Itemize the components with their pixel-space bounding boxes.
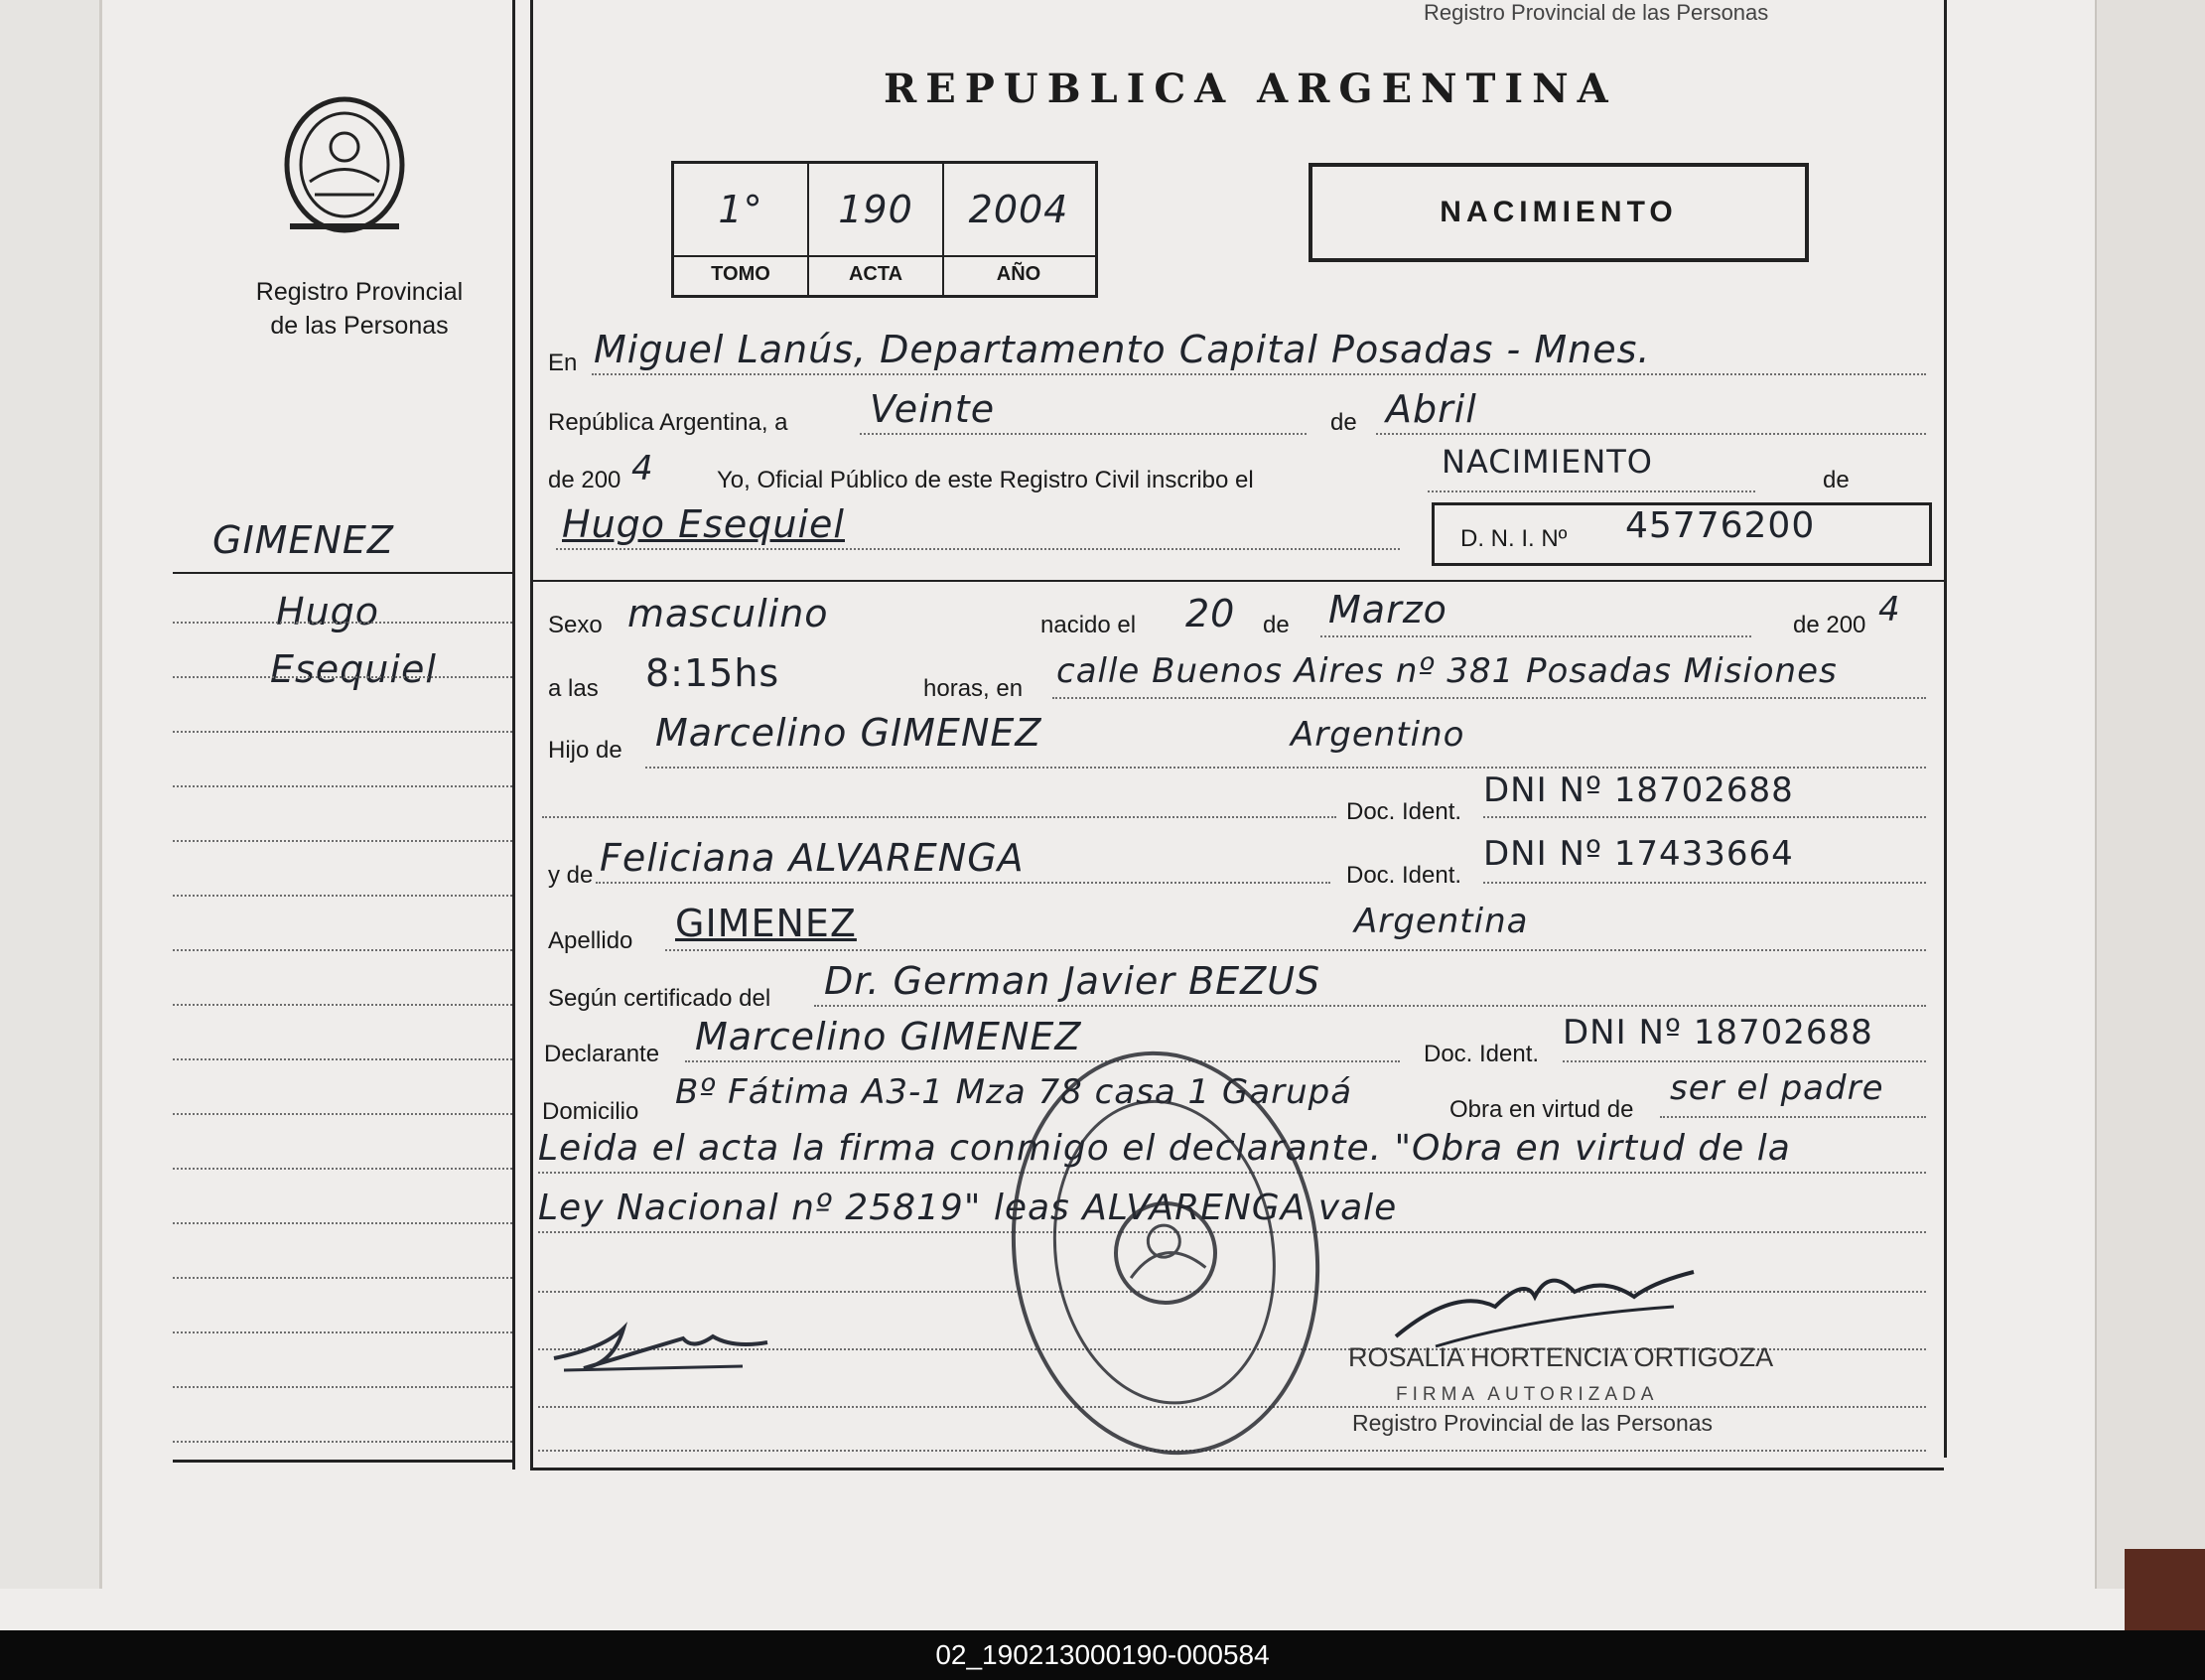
margin-rule-line xyxy=(173,1441,512,1443)
dni-value: 45776200 xyxy=(1625,505,1816,546)
left-agency-line1: Registro Provincial xyxy=(255,278,464,306)
fill-line xyxy=(556,548,1400,550)
father-nationality: Argentino xyxy=(1291,715,1465,755)
fill-line xyxy=(596,882,1330,884)
margin-rule-line xyxy=(173,731,512,733)
nacido-label: nacido el xyxy=(1040,612,1137,638)
de2-label: de xyxy=(1823,467,1850,493)
domicilio-value: Bº Fátima A3-1 Mza 78 casa 1 Garupá xyxy=(675,1072,1353,1112)
record-type-box: NACIMIENTO xyxy=(1309,163,1809,262)
declarante-label: Declarante xyxy=(544,1041,660,1067)
obra-label: Obra en virtud de xyxy=(1449,1096,1634,1123)
margin-rule-line xyxy=(173,676,512,678)
fill-line xyxy=(1052,697,1926,699)
margin-rule-line xyxy=(173,1331,512,1333)
margin-surname: GIMENEZ xyxy=(212,518,394,562)
coat-of-arms-icon xyxy=(270,87,419,244)
right-page-edge xyxy=(2095,0,2205,1589)
horas-label: horas, en xyxy=(923,675,1024,702)
note-line1: Leida el acta la firma conmigo el declarante. "Obra en virtud de la xyxy=(538,1128,1791,1169)
birth-month: Marzo xyxy=(1328,588,1447,631)
acta-label: ACTA xyxy=(848,263,903,285)
father-doc-label: Doc. Ident. xyxy=(1346,798,1462,825)
section-rule xyxy=(530,580,1944,582)
margin-rule-line xyxy=(173,785,512,787)
sexo-value: masculino xyxy=(627,592,829,635)
margin-rule-line xyxy=(173,1113,512,1115)
margin-rule-line xyxy=(173,1386,512,1388)
child-name: Hugo Esequiel xyxy=(562,502,845,546)
official-name: ROSALIA HORTENCIA ORTIGOZA xyxy=(1348,1342,1774,1372)
en-value: Miguel Lanús, Departamento Capital Posadas - Mnes. xyxy=(594,328,1651,371)
margin-first-name: Hugo xyxy=(276,590,380,633)
hijo-label: Hijo de xyxy=(548,737,622,764)
year-digit: 4 xyxy=(631,449,654,489)
father-doc: DNI Nº 18702688 xyxy=(1483,770,1794,810)
segun-label: Según certificado del xyxy=(548,985,771,1012)
signature-agency: Registro Provincial de las Personas xyxy=(1352,1410,1714,1436)
father-value: Marcelino GIMENEZ xyxy=(655,711,1042,755)
footer-id: 02_190213000190-000584 xyxy=(0,1630,2205,1680)
hora-value: 8:15hs xyxy=(645,651,780,695)
margin-rule-line xyxy=(173,1277,512,1279)
mother-value: Feliciana ALVARENGA xyxy=(600,836,1025,880)
domicilio-label: Domicilio xyxy=(542,1098,639,1125)
lugar-value: calle Buenos Aires nº 381 Posadas Misiones xyxy=(1056,651,1838,691)
declarant-signature-icon xyxy=(544,1309,782,1378)
margin-rule-line xyxy=(173,949,512,951)
note-line2: Ley Nacional nº 25819" leas ALVARENGA vale xyxy=(538,1188,1398,1228)
fill-line xyxy=(1320,635,1751,637)
left-page-edge xyxy=(0,0,102,1589)
inscribo-value: NACIMIENTO xyxy=(1442,443,1653,481)
sexo-label: Sexo xyxy=(548,612,603,638)
apellido-value: GIMENEZ xyxy=(675,902,857,945)
margin-rule-line xyxy=(173,1004,512,1006)
birth-day: 20 xyxy=(1185,592,1236,635)
mother-doc: DNI Nº 17433664 xyxy=(1483,834,1794,874)
obra-value: ser el padre xyxy=(1670,1068,1884,1108)
fill-line xyxy=(645,767,1926,769)
fill-line xyxy=(1483,816,1926,818)
margin-rule-line xyxy=(173,1222,512,1224)
box-divider xyxy=(674,255,1095,257)
margin-rule-line xyxy=(173,1058,512,1060)
month-value: Abril xyxy=(1386,387,1477,431)
acta-value: 190 xyxy=(838,188,913,231)
segun-value: Dr. German Javier BEZUS xyxy=(824,959,1321,1003)
yo-text: Yo, Oficial Público de este Registro Civil inscribo el xyxy=(717,467,1254,493)
tomo-value: 1° xyxy=(718,188,763,231)
background-corner xyxy=(2125,1549,2205,1630)
en-label: En xyxy=(548,350,578,376)
record-number-box xyxy=(671,161,1098,298)
margin-rule-line xyxy=(173,895,512,897)
margin-rule-line xyxy=(173,1168,512,1170)
stamp-emblem-icon xyxy=(991,1036,1341,1470)
fill-line xyxy=(814,1005,1926,1007)
republica-label: República Argentina, a xyxy=(548,409,788,436)
alas-label: a las xyxy=(548,675,599,702)
margin-rule xyxy=(173,572,512,574)
day-value: Veinte xyxy=(870,387,996,431)
country-title: REPUBLICA ARGENTINA xyxy=(884,66,1617,112)
frame-right xyxy=(1944,0,1947,1458)
declarante-doc-label: Doc. Ident. xyxy=(1424,1041,1540,1067)
year-prefix: de 200 xyxy=(548,467,621,493)
margin-divider xyxy=(512,0,515,1470)
top-agency-text: Registro Provincial de las Personas xyxy=(1424,0,1769,25)
left-agency-line2: de las Personas xyxy=(270,312,449,340)
mother-doc-label: Doc. Ident. xyxy=(1346,862,1462,889)
de3-label: de xyxy=(1263,612,1290,638)
ano-value: 2004 xyxy=(968,188,1069,231)
fill-line xyxy=(1660,1116,1926,1118)
birth-year-digit: 4 xyxy=(1878,590,1901,630)
dni-label: D. N. I. Nº xyxy=(1460,525,1568,552)
apellido-label: Apellido xyxy=(548,927,633,954)
margin-second-name: Esequiel xyxy=(270,647,437,691)
fill-line xyxy=(1376,433,1926,435)
frame-left xyxy=(530,0,533,1470)
apellido-nationality: Argentina xyxy=(1354,902,1529,941)
tomo-label: TOMO xyxy=(711,263,770,285)
yde-label: y de xyxy=(548,862,594,889)
fill-line xyxy=(665,949,1926,951)
ano-label: AÑO xyxy=(996,263,1041,285)
firma-label: FIRMA AUTORIZADA xyxy=(1396,1384,1659,1405)
de-label: de xyxy=(1330,409,1357,436)
declarante-value: Marcelino GIMENEZ xyxy=(695,1015,1082,1058)
margin-bottom-rule xyxy=(173,1460,512,1463)
frame-bottom xyxy=(530,1468,1944,1470)
fill-line xyxy=(592,373,1926,375)
dni-box xyxy=(1432,502,1932,566)
fill-line xyxy=(542,816,1336,818)
declarante-doc: DNI Nº 18702688 xyxy=(1563,1013,1873,1052)
margin-rule-line xyxy=(173,840,512,842)
fill-line xyxy=(1428,490,1755,492)
margin-rule-line xyxy=(173,622,512,624)
fill-line xyxy=(1563,1060,1926,1062)
fill-line xyxy=(685,1060,1400,1062)
fill-line xyxy=(538,1450,1926,1452)
birth-year-prefix: de 200 xyxy=(1793,612,1866,638)
official-stamp xyxy=(986,1032,1345,1475)
fill-line xyxy=(860,433,1307,435)
fill-line xyxy=(1483,882,1926,884)
